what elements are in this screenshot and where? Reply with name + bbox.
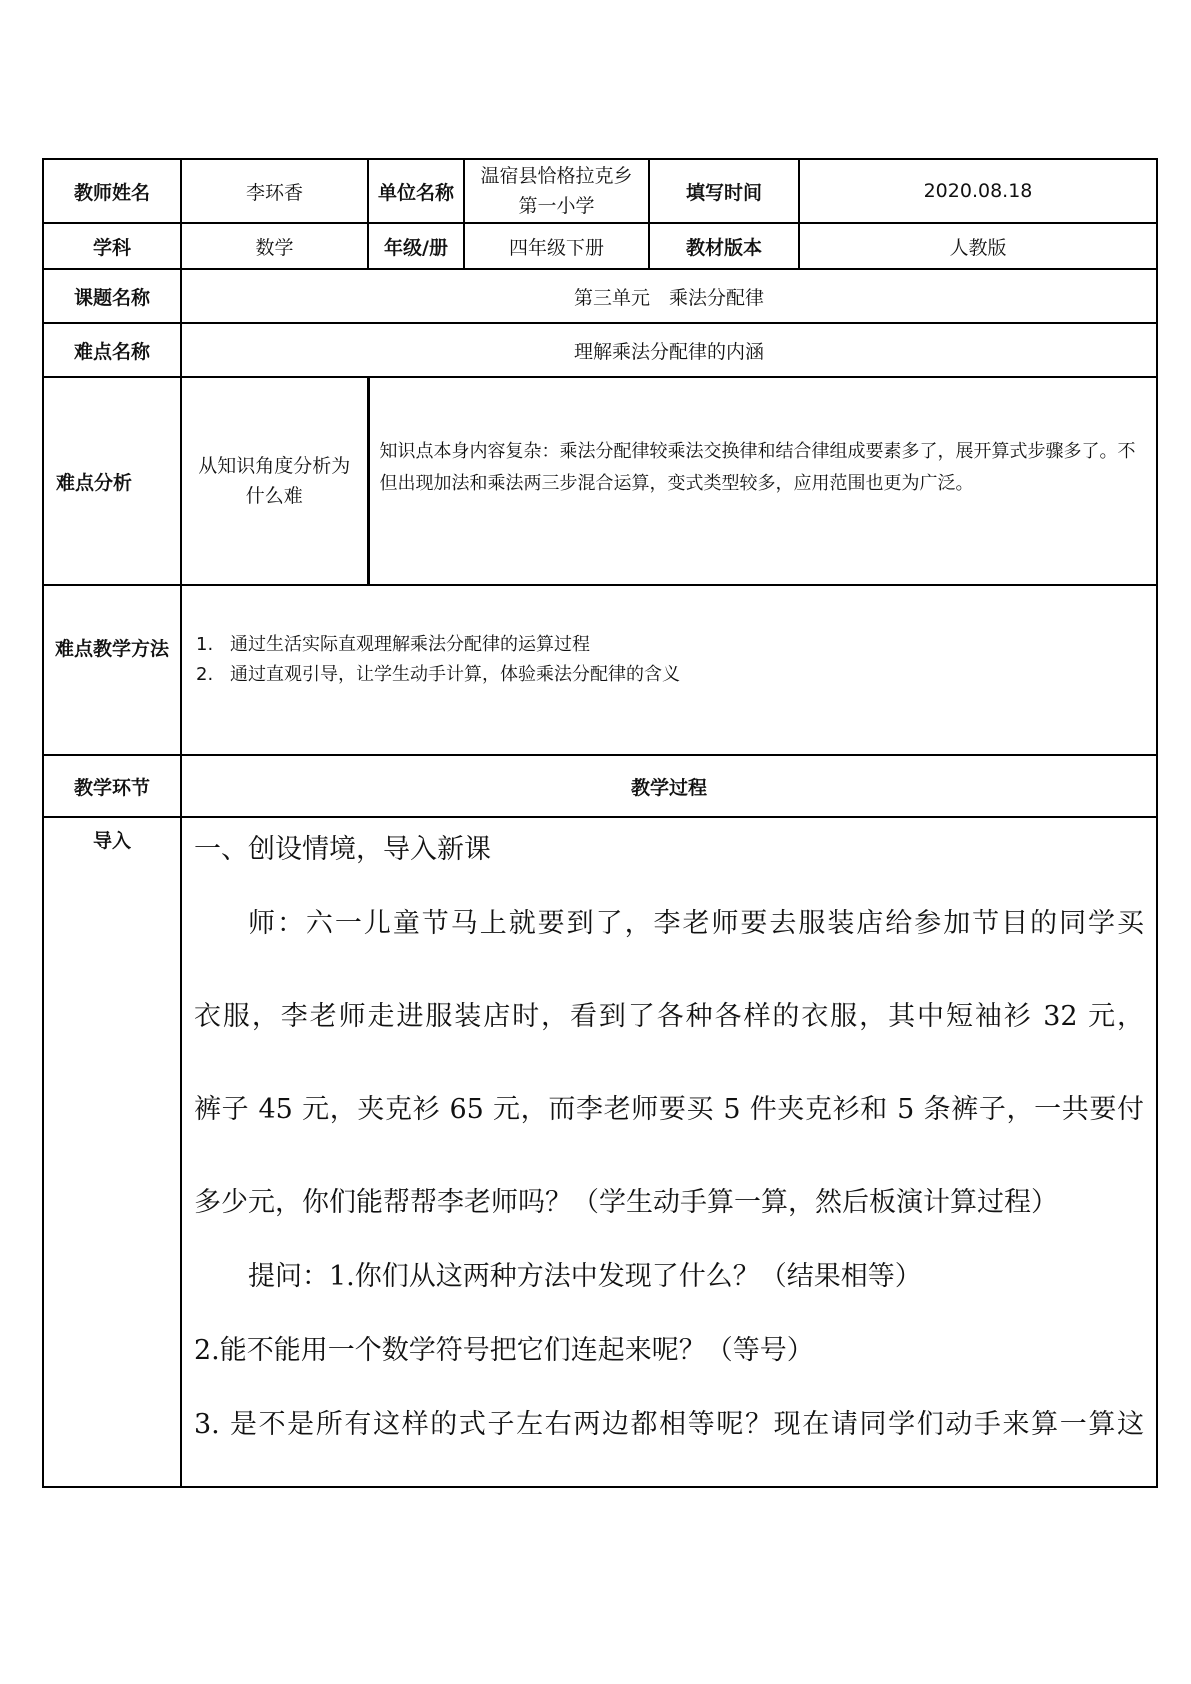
- process-header-row: [43, 755, 1157, 817]
- method-item-2-num: 2.: [196, 664, 214, 685]
- intro-row: [43, 817, 1157, 1487]
- method-item-1-num: 1.: [196, 634, 214, 655]
- grade-label: 年级/册: [368, 223, 464, 269]
- analysis-sublabel: [181, 377, 368, 585]
- unit-value-line2: 第一小学: [518, 195, 595, 217]
- intro-line-1: 师：六一儿童节马上就要到了，李老师要去服装店给参加节目的同学买: [248, 908, 1144, 939]
- methods-list: [181, 585, 1157, 755]
- topic-value: 第三单元 乘法分配律: [181, 269, 1157, 323]
- edition-label: 教材版本: [649, 223, 799, 269]
- date-value: 2020.08.18: [799, 159, 1157, 223]
- teacher-label: 教师姓名: [43, 159, 181, 223]
- analysis-sublabel-line1: 从知识角度分析为: [198, 455, 351, 477]
- subject-value: 数学: [181, 223, 368, 269]
- stage-header: 教学环节: [43, 755, 181, 817]
- date-label: 填写时间: [649, 159, 799, 223]
- edition-value: 人教版: [799, 223, 1157, 269]
- intro-line-5: 提问：1.你们从这两种方法中发现了什么？（结果相等）: [248, 1261, 922, 1292]
- teacher-value: 李环香: [181, 159, 368, 223]
- lesson-plan-table: [42, 158, 1158, 1488]
- method-item-2-text: 通过直观引导，让学生动手计算，体验乘法分配律的含义: [230, 664, 680, 685]
- analysis-text: 知识点本身内容复杂：乘法分配律较乘法交换律和结合律组成要素多了，展开算式步骤多了。不但出现加法和乘法两三步混合运算，变式类型较多，应用范围也更为广泛。: [368, 377, 1157, 585]
- header-row: [43, 159, 1157, 223]
- methods-row: [43, 585, 1157, 755]
- method-item-1-text: 通过生活实际直观理解乘法分配律的运算过程: [230, 634, 590, 655]
- difficulty-label: 难点名称: [43, 323, 181, 377]
- intro-line-2: 衣服，李老师走进服装店时，看到了各种各样的衣服，其中短袖衫 32 元，: [194, 1001, 1144, 1032]
- unit-value-line1: 温宿县恰格拉克乡: [480, 165, 633, 187]
- intro-stage: 导入: [43, 817, 181, 1487]
- intro-line-4: 多少元，你们能帮帮李老师吗？（学生动手算一算，然后板演计算过程）: [194, 1187, 1058, 1218]
- analysis-sublabel-line2: 什么难: [245, 485, 303, 507]
- intro-heading: 一、创设情境，导入新课: [194, 834, 491, 865]
- intro-process: [181, 817, 1157, 1487]
- grade-value: 四年级下册: [464, 223, 649, 269]
- intro-line-7: 3. 是不是所有这样的式子左右两边都相等呢？现在请同学们动手来算一算这: [194, 1409, 1144, 1440]
- analysis-label: 难点分析: [43, 377, 181, 585]
- lesson-plan-sheet: [42, 158, 1156, 1440]
- intro-line-6: 2.能不能用一个数学符号把它们连起来呢？（等号）: [194, 1335, 814, 1366]
- method-item-1: [196, 630, 1144, 660]
- process-header: 教学过程: [181, 755, 1157, 817]
- intro-line-3: 裤子 45 元，夹克衫 65 元，而李老师要买 5 件夹克衫和 5 条裤子，一共要付: [194, 1094, 1144, 1125]
- difficulty-value: 理解乘法分配律的内涵: [181, 323, 1157, 377]
- topic-row: [43, 269, 1157, 323]
- method-item-2: [196, 660, 1144, 690]
- methods-label: 难点教学方法: [43, 585, 181, 755]
- subject-label: 学科: [43, 223, 181, 269]
- analysis-row: [43, 377, 1157, 585]
- unit-label: 单位名称: [368, 159, 464, 223]
- subject-row: [43, 223, 1157, 269]
- topic-label: 课题名称: [43, 269, 181, 323]
- unit-value: [464, 159, 649, 223]
- difficulty-row: [43, 323, 1157, 377]
